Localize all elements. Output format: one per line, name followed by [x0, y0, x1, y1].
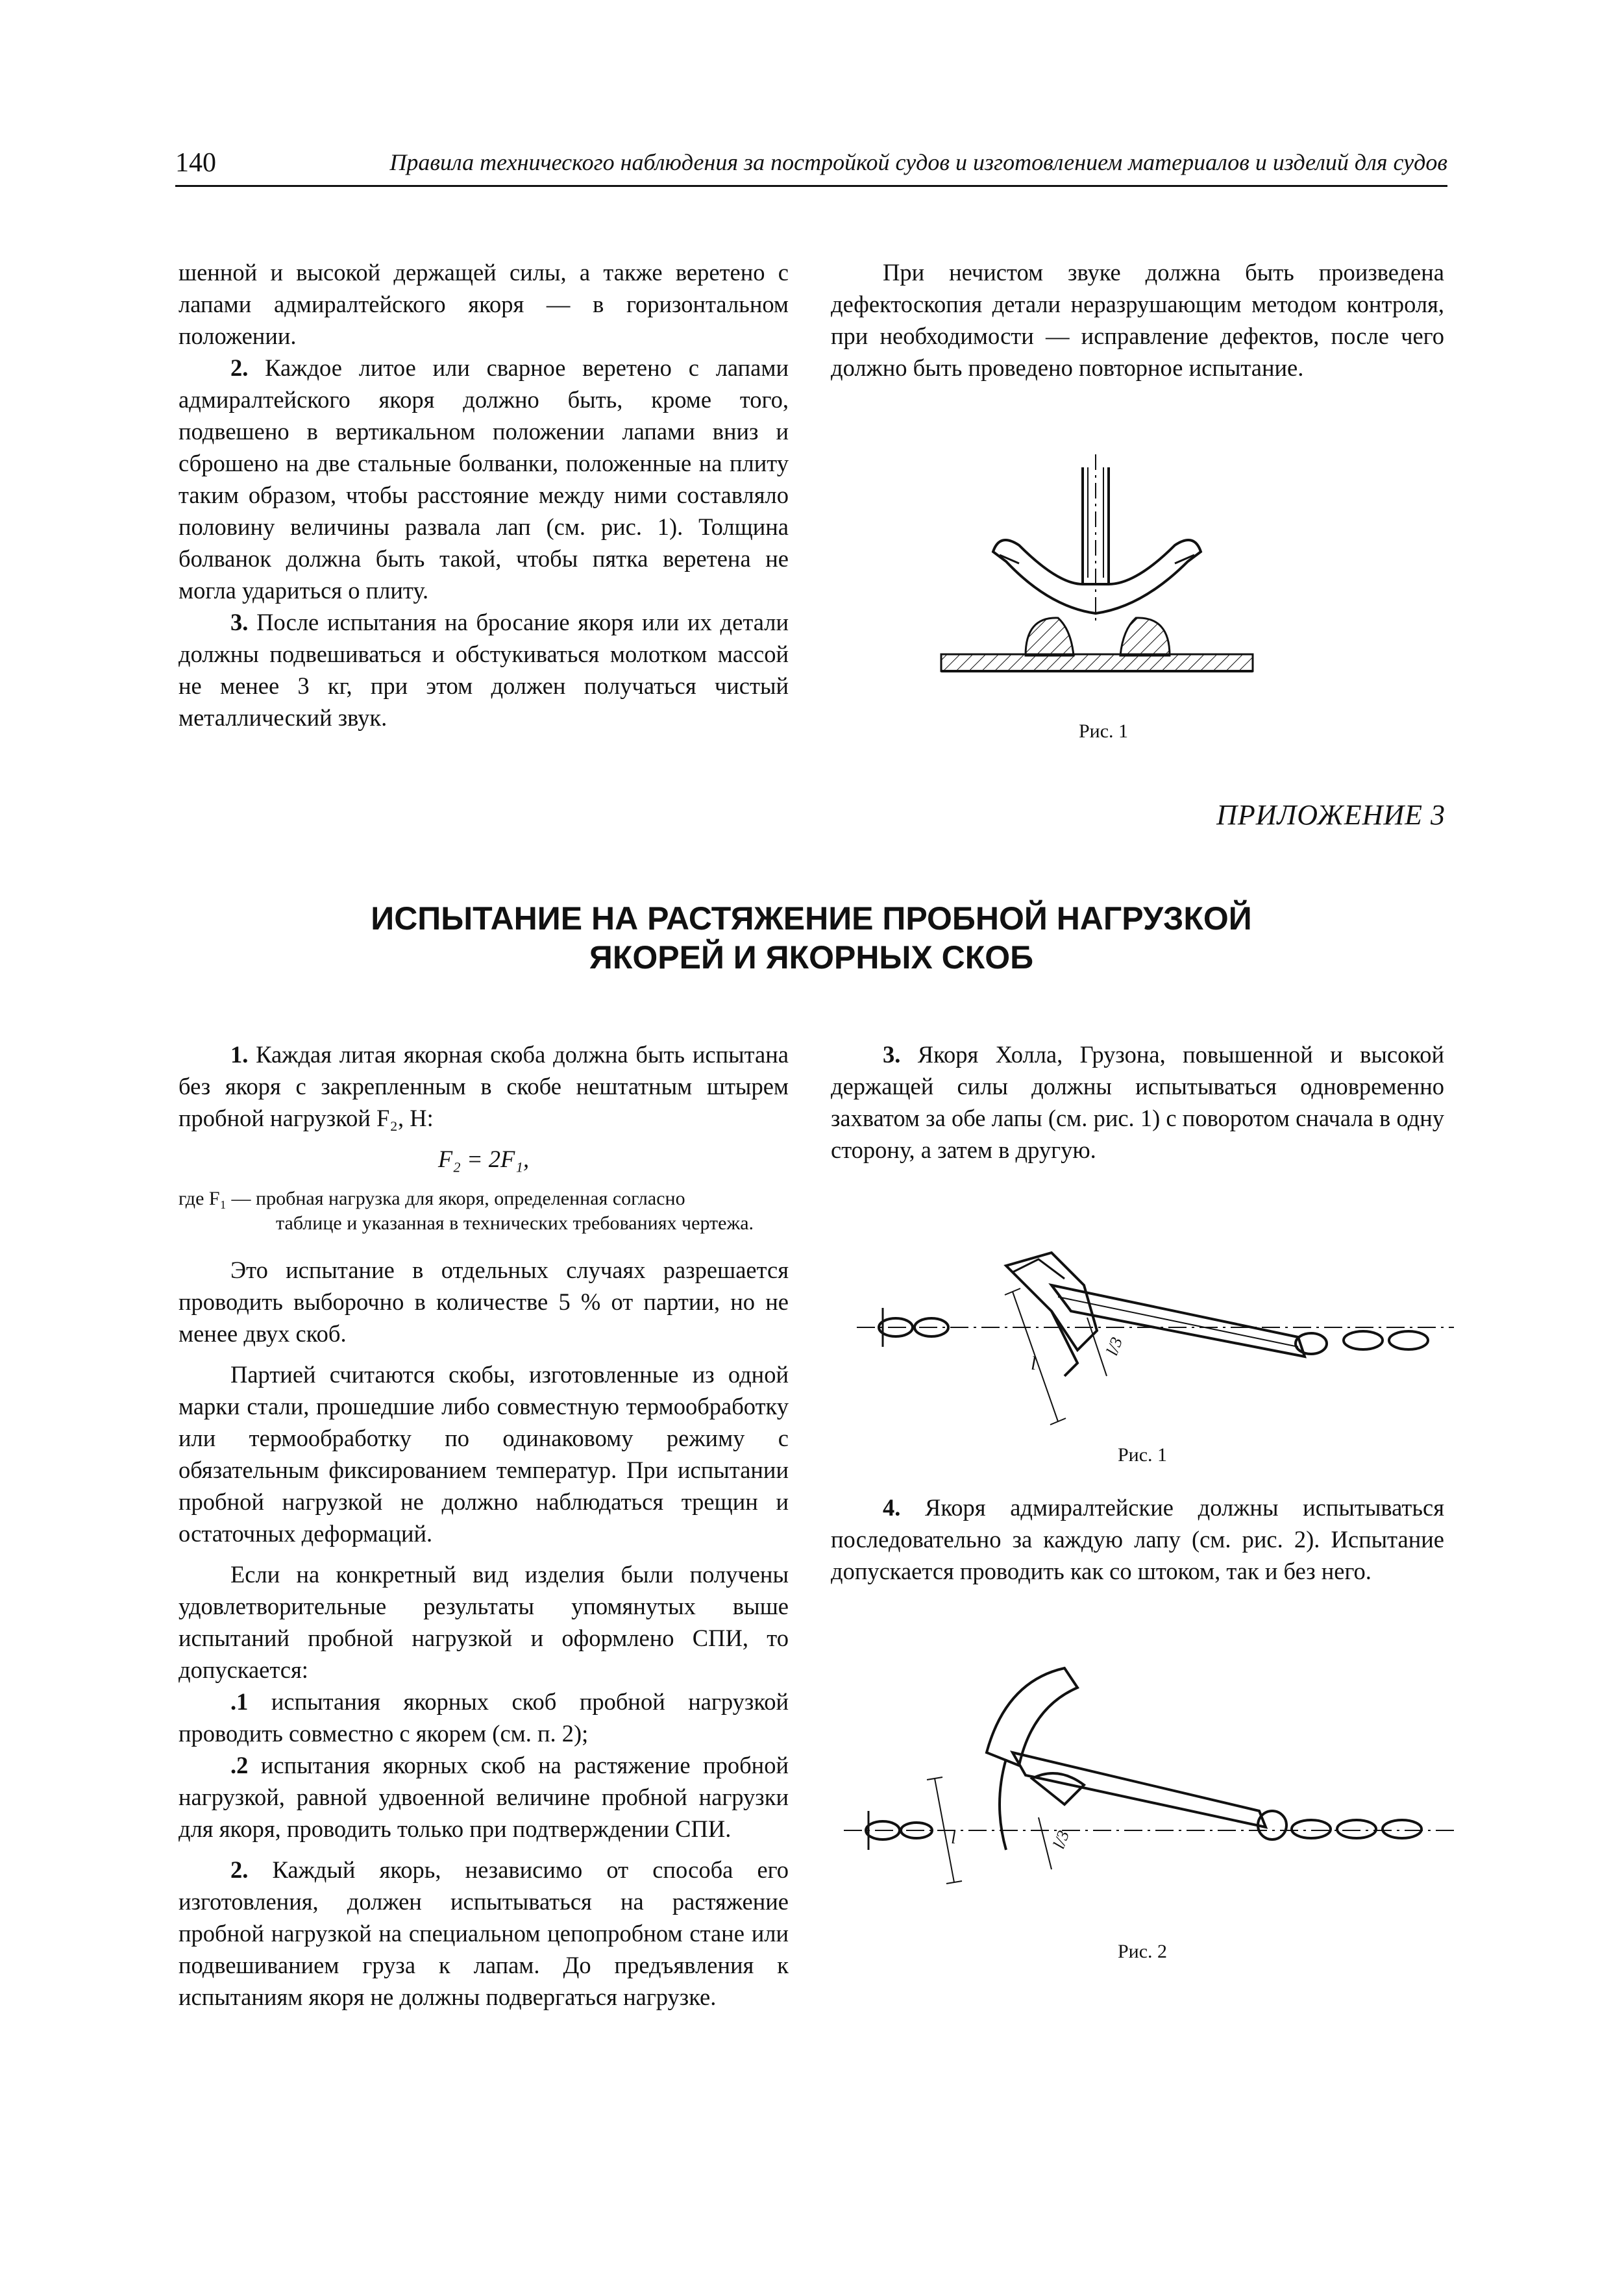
item-number: 1. — [230, 1041, 249, 1068]
bottom-right-column — [831, 1039, 1444, 1166]
paragraph-4 — [831, 1492, 1444, 1587]
item-number: .1 — [230, 1688, 249, 1715]
item-number: 2. — [230, 354, 249, 381]
note-line: таблице и указанная в технических требованиях чертежа. — [276, 1212, 754, 1234]
item-number: 3. — [230, 609, 249, 635]
paragraph: Партией считаются скобы, изготовленные из одной марки стали, прошедшие либо совместную термообработку или термообработку по одинаковому режиму с обязательным фиксированием температур. При испытании пробной нагрузкой не должно наблюдаться трещин и остаточных деформаций. — [178, 1361, 789, 1547]
list-item — [178, 1749, 789, 1845]
list-item-text: испытания якорных скоб пробной нагрузкой проводить совместно с якорем (см. п. 2); — [178, 1688, 789, 1747]
item-number: .2 — [230, 1752, 249, 1778]
item-number: 2. — [230, 1856, 249, 1883]
page-number: 140 — [175, 148, 216, 178]
paragraph-1 — [178, 1039, 789, 1134]
bottom-left-column — [178, 1039, 789, 2013]
paragraph-3 — [178, 606, 789, 733]
paragraph: При нечистом звуке должна быть произведена дефектоскопия детали неразрушающим методом контроля, при необходимости — исправление дефектов, после чего должно быть проведено повторное испытание. — [831, 259, 1444, 381]
appendix-label: ПРИЛОЖЕНИЕ 3 — [1216, 799, 1446, 831]
bottom-right-column-continued — [831, 1492, 1444, 1587]
dimension-label-l: l — [951, 1828, 956, 1848]
paragraph-text: Каждое литое или сварное веретено с лапами адмиралтейского якоря должно быть, кроме того, подвешено в вертикальном положении лапами вниз и сброшено на две стальные болванки, положенные на плиту таким образом, чтобы расстояние между ними составляло половину величины развала лап (см. рис. 1). Толщина болванок должна быть такой, чтобы пятка веретена не могла удариться о плиту. — [178, 354, 789, 604]
admiralty-anchor-tension-figure — [844, 1655, 1454, 1902]
paragraph-2 — [178, 1854, 789, 2013]
running-title: Правила технического наблюдения за постройкой судов и изготовлением материалов и изделий для судов — [389, 149, 1447, 175]
paragraph: Если на конкретный вид изделия были получены удовлетворительные результаты упомянутых выше испытаний пробной нагрузкой и оформлено СПИ, то допускается: — [178, 1561, 789, 1683]
paragraph-text: Каждый якорь, независимо от способа его изготовления, должен испытываться на растяжение пробной нагрузкой на специальном цепопробном стане или подвешиванием груза к лапам. До предъявления к испытаниям якоря не должны подвергаться нагрузке. — [178, 1856, 789, 2010]
dimension-label-l3: l/3 — [1049, 1828, 1074, 1852]
formula-note — [178, 1187, 789, 1236]
paragraph-text: Якоря Холла, Грузона, повышенной и высокой держащей силы должны испытываться одновременно захватом за обе лапы (см. рис. 1) с поворотом сначала в одну сторону, а затем в другую. — [831, 1041, 1444, 1163]
paragraph-text: Якоря адмиралтейские должны испытываться последовательно за каждую лапу (см. рис. 2). Испытание допускается проводить как со штоком, так и без него. — [831, 1494, 1444, 1584]
dimension-label-l: l — [1031, 1353, 1037, 1374]
formula: F₂ = 2F₁, — [437, 1146, 530, 1172]
item-number: 4. — [883, 1494, 901, 1521]
top-right-column — [831, 256, 1444, 384]
figure-caption: Рис. 2 — [1117, 1941, 1168, 1962]
paragraph-text: Каждая литая якорная скоба должна быть испытана без якоря с закрепленным в скобе нештатным штырем пробной нагрузкой F₂, Н: — [178, 1041, 789, 1131]
section-title-line-1: ИСПЫТАНИЕ НА РАСТЯЖЕНИЕ ПРОБНОЙ НАГРУЗКОЙ — [371, 900, 1252, 937]
dimension-label-l3: l/3 — [1102, 1335, 1127, 1359]
list-item — [178, 1686, 789, 1749]
item-number: 3. — [883, 1041, 901, 1068]
paragraph-2 — [178, 352, 789, 606]
paragraph-3 — [831, 1039, 1444, 1166]
drop-test-figure — [928, 454, 1266, 688]
figure-caption: Рис. 1 — [1117, 1444, 1168, 1466]
paragraph: шенной и высокой держащей силы, а также веретено с лапами адмиралтейского якоря — в горизонтальном положении. — [178, 259, 789, 349]
section-title — [175, 899, 1447, 977]
list-item-text: испытания якорных скоб на растяжение пробной нагрузкой, равной удвоенной величине пробной нагрузки для якоря, проводить только при подтверждении СПИ. — [178, 1752, 789, 1842]
section-title-line-2: ЯКОРЕЙ И ЯКОРНЫХ СКОБ — [589, 939, 1034, 976]
paragraph-text: После испытания на бросание якоря или их детали должны подвешиваться и обстукиваться молотком массой не менее 3 кг, при этом должен получаться чистый металлический звук. — [178, 609, 789, 731]
paragraph: Это испытание в отдельных случаях разрешается проводить выборочно в количестве 5 % от партии, но не менее двух скоб. — [178, 1257, 789, 1347]
note-line: где F₁ — пробная нагрузка для якоря, определенная согласно — [178, 1188, 685, 1209]
top-left-column — [178, 256, 789, 733]
hall-anchor-tension-figure — [857, 1214, 1454, 1447]
page-header — [175, 146, 1447, 187]
figure-caption: Рис. 1 — [1078, 720, 1129, 742]
